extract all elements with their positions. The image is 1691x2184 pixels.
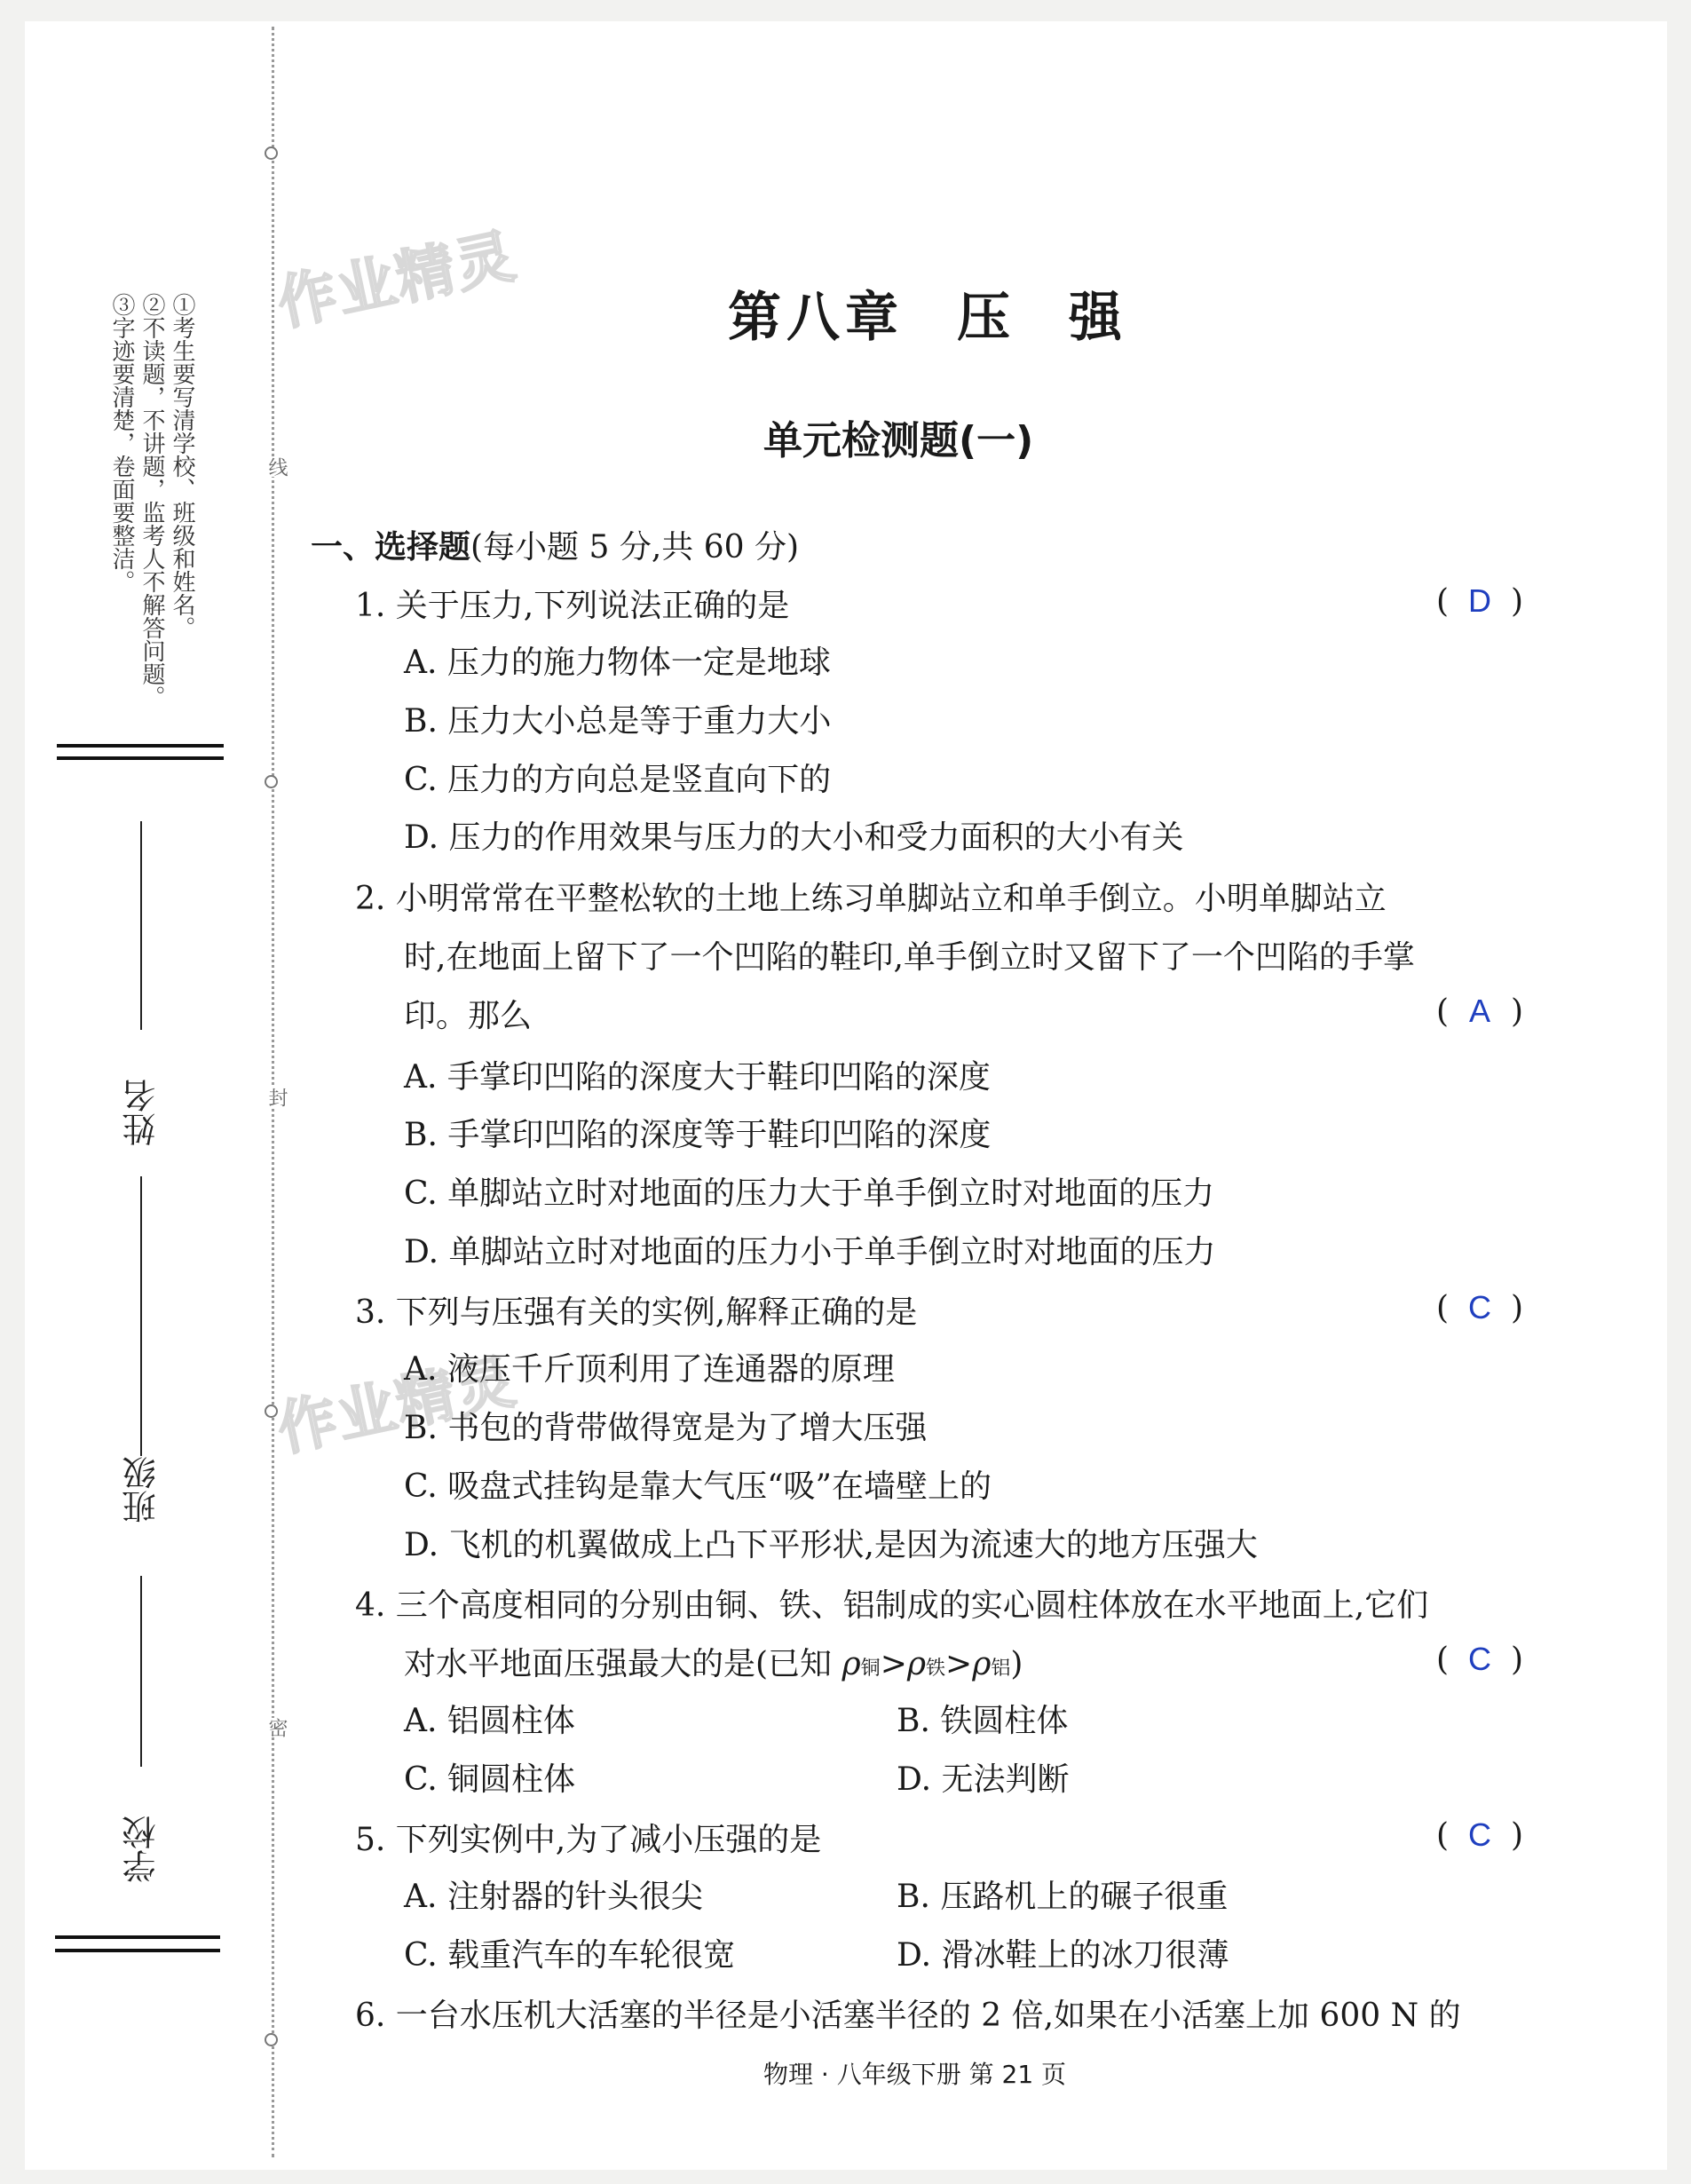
question-3-option-b: B. 书包的背带做得宽是为了增大压强	[404, 1410, 928, 1446]
cut-mark-secret: 密	[263, 1718, 290, 1737]
note-1: ①考生要写清学校、班级和姓名。	[169, 293, 195, 639]
note-3: ③字迹要清楚，卷面要整洁。	[108, 293, 135, 593]
question-2-option-d: D. 单脚站立时对地面的压力小于单手倒立时对地面的压力	[404, 1234, 1216, 1270]
question-4-option-c: C. 铜圆柱体	[404, 1761, 576, 1798]
question-4-option-a: A. 铝圆柱体	[404, 1703, 575, 1739]
answer-value: C	[1468, 1289, 1492, 1325]
note-2: ②不读题，不讲题，监考人不解答问题。	[138, 293, 165, 708]
name-line-top	[140, 821, 142, 1030]
bottom-double-rule-2	[55, 1949, 220, 1952]
top-double-rule-1	[57, 744, 224, 748]
question-4-stem-line-2: 对水平地面压强最大的是(已知 ρ铜>ρ铁>ρ铝)	[404, 1646, 1023, 1682]
question-2-stem-line-1: 2. 小明常常在平整松软的土地上练习单脚站立和单手倒立。小明单脚站立	[355, 881, 1387, 917]
question-2-option-b: B. 手掌印凹陷的深度等于鞋印凹陷的深度	[404, 1117, 992, 1153]
answer-value: C	[1468, 1641, 1492, 1677]
chapter-number: 第八章	[728, 287, 904, 349]
question-2-answer: ( A )	[1436, 993, 1524, 1030]
question-4-option-d: D. 无法判断	[897, 1761, 1070, 1798]
question-2-stem-line-3: 印。那么	[404, 998, 533, 1034]
binding-hole-1	[265, 146, 278, 160]
watermark-mid: 作业精灵	[272, 1347, 523, 1465]
school-line-top	[140, 1625, 142, 1776]
class-line-top	[140, 1252, 142, 1456]
cut-mark-seal: 封	[263, 1088, 290, 1107]
question-3-stem: 3. 下列与压强有关的实例,解释正确的是	[355, 1294, 918, 1331]
exam-notes	[107, 293, 197, 737]
question-1-option-b: B. 压力大小总是等于重力大小	[404, 703, 832, 740]
question-1-option-c: C. 压力的方向总是竖直向下的	[404, 762, 832, 798]
question-2-stem-line-2: 时,在地面上留下了一个凹陷的鞋印,单手倒立时又留下了一个凹陷的手掌	[404, 939, 1415, 976]
question-6-stem: 6. 一台水压机大活塞的半径是小活塞半径的 2 倍,如果在小活塞上加 600 N 的	[355, 1998, 1461, 2034]
answer-value: D	[1468, 582, 1492, 619]
question-5-option-a: A. 注射器的针头很尖	[404, 1879, 703, 1915]
question-3-option-c: C. 吸盘式挂钩是靠大气压“吸”在墙壁上的	[404, 1468, 992, 1505]
section-heading	[311, 522, 799, 567]
page-footer: 物理 · 八年级下册 第 21 页	[763, 2060, 1067, 2089]
chapter-title	[728, 275, 1127, 352]
question-5-stem: 5. 下列实例中,为了减小压强的是	[355, 1822, 822, 1858]
question-2-option-a: A. 手掌印凹陷的深度大于鞋印凹陷的深度	[404, 1059, 991, 1096]
unit-title: 单元检测题(一)	[763, 418, 1034, 463]
section-label: 一、选择题	[311, 529, 471, 566]
question-1-answer: ( D )	[1436, 582, 1524, 620]
question-1-stem: 1. 关于压力,下列说法正确的是	[355, 588, 790, 624]
chapter-word-1: 压	[957, 287, 1015, 349]
bottom-double-rule-1	[55, 1935, 220, 1939]
question-5-option-b: B. 压路机上的碾子很重	[897, 1879, 1229, 1915]
binding-hole-4	[265, 2033, 278, 2046]
question-1-option-d: D. 压力的作用效果与压力的大小和受力面积的大小有关	[404, 819, 1184, 856]
question-2-option-c: C. 单脚站立时对地面的压力大于单手倒立时对地面的压力	[404, 1175, 1215, 1212]
question-3-answer: ( C )	[1436, 1289, 1524, 1326]
school-label: 学校	[122, 1816, 162, 1883]
answer-value: C	[1468, 1816, 1492, 1853]
chapter-word-2: 强	[1069, 287, 1127, 349]
question-3-option-a: A. 液压千斤顶利用了连通器的原理	[404, 1351, 895, 1388]
question-1-option-a: A. 压力的施力物体一定是地球	[404, 645, 831, 681]
binding-hole-2	[265, 775, 278, 788]
question-5-option-c: C. 载重汽车的车轮很宽	[404, 1937, 736, 1974]
question-4-answer: ( C )	[1436, 1641, 1524, 1678]
cut-mark-line: 线	[263, 457, 290, 477]
question-4-option-b: B. 铁圆柱体	[897, 1703, 1069, 1739]
answer-value: A	[1469, 993, 1491, 1029]
question-4-stem-line-1: 4. 三个高度相同的分别由铜、铁、铝制成的实心圆柱体放在水平地面上,它们	[355, 1587, 1429, 1624]
watermark-top: 作业精灵	[272, 221, 523, 339]
question-5-answer: ( C )	[1436, 1816, 1524, 1854]
section-note: (每小题 5 分,共 60 分)	[470, 529, 800, 566]
class-label: 班级	[122, 1456, 162, 1523]
question-5-option-d: D. 滑冰鞋上的冰刀很薄	[897, 1937, 1229, 1974]
top-double-rule-2	[57, 756, 224, 760]
name-label: 姓名	[122, 1079, 162, 1146]
question-3-option-d: D. 飞机的机翼做成上凸下平形状,是因为流速大的地方压强大	[404, 1527, 1258, 1563]
